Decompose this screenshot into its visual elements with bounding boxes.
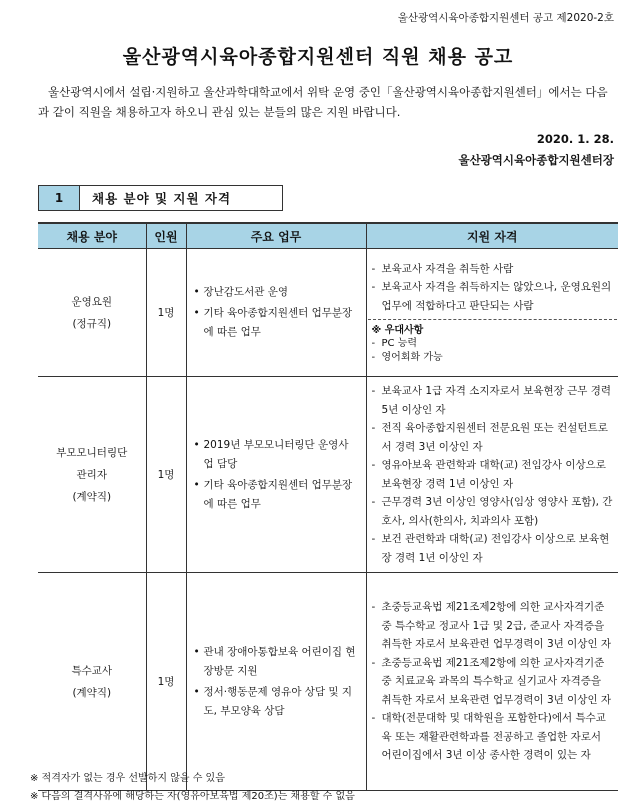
qualifications-cell — [366, 377, 618, 573]
footnote: ※ 적격자가 없는 경우 선발하지 않을 수 있음 — [30, 773, 225, 784]
employment-type: (정규직) — [72, 317, 112, 330]
duty-item: • 기타 육아종합지원센터 업무분장에 따른 업무 — [194, 476, 357, 514]
qualification-item: - 보육교사 자격을 취득한 사람 — [372, 260, 614, 279]
page-title: 울산광역시육아종합지원센터 직원 채용 공고 — [122, 46, 514, 68]
duty-item: • 기타 육아종합지원센터 업무분장에 따른 업무 — [194, 304, 357, 342]
duty-item: • 정서·행동문제 영유아 상담 및 지도, 부모양육 상담 — [194, 683, 357, 721]
qualifications-cell — [366, 573, 618, 791]
field-cell — [38, 377, 146, 573]
qualification-item: - 보육교사 1급 자격 소지자로서 보육현장 근무 경력 5년 이상인 자 — [372, 382, 614, 419]
intro-paragraph: 울산광역시에서 설립·지원하고 울산과학대학교에서 위탁 운영 중인「울산광역시육아종합지원센터」에서는 다음과 같이 직원을 채용하고자 하오니 관심 있는 분들의 많은 지원 바랍니다. — [38, 85, 608, 119]
column-header-qualifications: 지원 자격 — [366, 223, 618, 249]
field-name-line2: 관리자 — [76, 468, 107, 481]
recruitment-table — [38, 222, 618, 791]
duties-cell — [186, 573, 366, 791]
duties-cell — [186, 377, 366, 573]
section-number: 1 — [38, 185, 80, 211]
field-cell — [38, 573, 146, 791]
qualification-item: - 초중등교육법 제21조제2항에 의한 교사자격기준 중 치료교육 과목의 특수학교 실기교사 자격증을 취득한 자로서 보육관련 업무경력이 3년 이상인 자 — [372, 654, 614, 710]
preference-block — [368, 319, 618, 365]
duty-item: • 장난감도서관 운영 — [194, 283, 357, 302]
qualification-item: - 보건 관련학과 대학(교) 전임강사 이상으로 보육현장 경력 1년 이상인 자 — [372, 530, 614, 567]
field-name: 특수교사 — [71, 664, 113, 677]
section-title: 채용 분야 및 지원 자격 — [80, 185, 283, 211]
qualification-item: - 초중등교육법 제21조제2항에 의한 교사자격기준 중 특수학교 정교사 1급 및 2급, 준교사 자격증을 취득한 자로서 보육관련 업무경력이 3년 이상인 자 — [372, 598, 614, 654]
preference-item: - PC 능력 — [372, 337, 614, 351]
qualification-item: - 전직 육아종합지원센터 전문요원 또는 컨설턴트로서 경력 3년 이상인 자 — [372, 419, 614, 456]
preference-title: ※ 우대사항 — [371, 325, 424, 337]
headcount: 1명 — [146, 377, 186, 573]
employment-type: (계약직) — [72, 490, 112, 503]
field-cell — [38, 249, 146, 377]
table-row — [38, 249, 618, 377]
announcement-date: 2020. 1. 28. — [536, 132, 614, 146]
employment-type: (계약직) — [72, 686, 112, 699]
qualifications-cell — [366, 249, 618, 377]
headcount: 1명 — [146, 249, 186, 377]
duties-cell — [186, 249, 366, 377]
headcount: 1명 — [146, 573, 186, 791]
duty-item: • 2019년 부모모니터링단 운영사업 담당 — [194, 436, 357, 474]
column-header-count: 인원 — [146, 223, 186, 249]
field-name: 운영요원 — [71, 295, 113, 308]
qualification-item: - 근무경력 3년 이상인 영양사(임상 영양사 포함), 간호사, 의사(한의사, 치과의사 포함) — [372, 493, 614, 530]
qualification-item: - 보육교사 자격을 취득하지는 않았으나, 운영요원의 업무에 적합하다고 판단되는 사람 — [372, 278, 614, 315]
qualification-item: - 대학(전문대학 및 대학원을 포함한다)에서 특수교육 또는 재활관련학과를 전공하고 졸업한 자로서 어린이집에서 3년 이상 종사한 경력이 있는 자 — [372, 709, 614, 765]
table-row — [38, 573, 618, 791]
field-name: 부모모니터링단 — [56, 446, 128, 459]
footnote: ※ 다음의 결격사유에 해당하는 자(영유아보육법 제20조)는 채용할 수 없음 — [30, 791, 355, 802]
column-header-field: 채용 분야 — [38, 223, 146, 249]
issuer-name: 울산광역시육아종합지원센터장 — [458, 153, 614, 167]
qualification-item: - 영유아보육 관련학과 대학(교) 전임강사 이상으로 보육현장 경력 1년 이상인 자 — [372, 456, 614, 493]
table-row — [38, 377, 618, 573]
duty-item: • 관내 장애아통합보육 어린이집 현장방문 지원 — [194, 643, 357, 681]
column-header-duties: 주요 업무 — [186, 223, 366, 249]
table-header-row — [38, 223, 618, 249]
section-header — [38, 185, 283, 211]
preference-item: - 영어회화 가능 — [372, 351, 614, 365]
document-number: 울산광역시육아종합지원센터 공고 제2020-2호 — [397, 12, 614, 24]
